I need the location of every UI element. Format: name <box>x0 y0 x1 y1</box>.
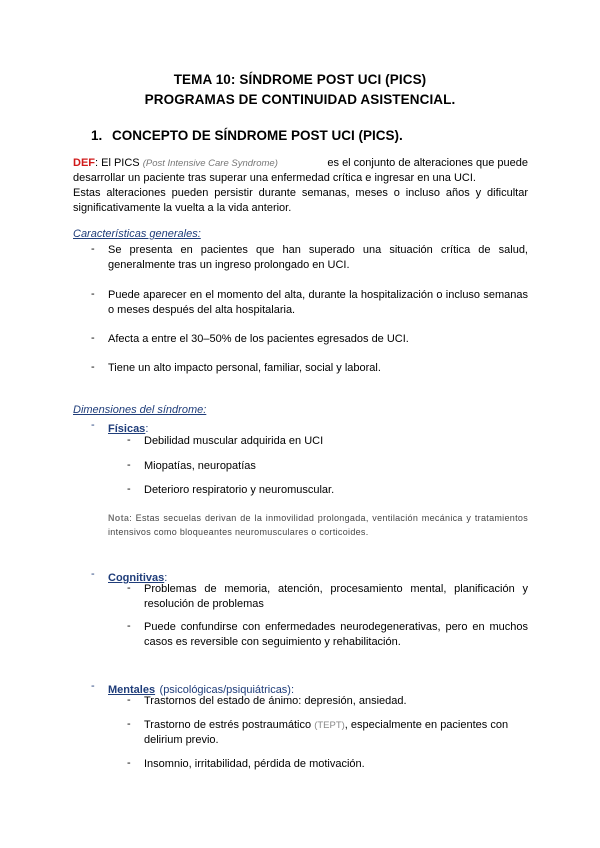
general-item-2: Puede aparecer en el momento del alta, durante la hospitalización o incluso semanas o meses después del alta hospitalaria. <box>108 289 528 316</box>
general-item-4: Tiene un alto impacto personal, familiar, social y laboral. <box>108 362 381 374</box>
note-label: Nota <box>108 513 130 523</box>
note-text: : Estas secuelas derivan de la inmovilidad prolongada, ventilación mecánica y tratamientos intensivos como bloqueantes neuromusculares o corticoides. <box>108 513 528 537</box>
definition-line2: desarrollar un paciente tras superar una enfermedad crítica e ingresar en una UCI. <box>73 172 476 184</box>
definition-line1 <box>73 156 528 171</box>
definition-line3: Estas alteraciones pueden persistir durante semanas, meses o incluso años y dificultar <box>73 187 528 199</box>
bullet-dash: - <box>91 288 95 300</box>
bullet-dash: - <box>127 757 131 769</box>
cognitive-item-1: Problemas de memoria, atención, procesamiento mental, planificación y resolución de problemas <box>144 583 528 610</box>
physical-item-1: Debilidad muscular adquirida en UCI <box>144 435 324 447</box>
cognitive-colon: : <box>164 572 168 584</box>
mental-item-2-line2: delirium previo. <box>144 734 219 746</box>
bullet-dash: - <box>91 243 95 255</box>
physical-label: Físicas <box>108 423 146 435</box>
bullet-dash: - <box>91 361 95 373</box>
bullet-dash: - <box>127 483 131 495</box>
def-rest-line1: es el conjunto de alteraciones que puede <box>327 157 528 169</box>
physical-item-2: Miopatías, neuropatías <box>144 460 256 472</box>
physical-note <box>108 511 528 539</box>
definition-line4: significativamente la vuelta a la vida anterior. <box>73 202 292 214</box>
bullet-dash: - <box>127 620 131 632</box>
section-number: 1. <box>91 128 103 143</box>
bullet-dash: - <box>127 694 131 706</box>
bullet-dash: - <box>91 419 95 431</box>
bullet-dash: - <box>127 718 131 730</box>
general-item-1: Se presenta en pacientes que han superado una situación crítica de salud, generalmente tras un ingreso prolongado en UCI. <box>108 244 528 271</box>
physical-colon: : <box>145 423 149 435</box>
section-heading <box>91 128 403 143</box>
def-colon: : El PICS <box>95 157 140 169</box>
def-label: DEF <box>73 157 95 169</box>
bullet-dash: - <box>91 332 95 344</box>
cognitive-item-2: Puede confundirse con enfermedades neurodegenerativas, pero en muchos casos es reversible con seguimiento y rehabilitación. <box>144 621 528 648</box>
definition-paragraph <box>73 156 528 216</box>
bullet-dash: - <box>127 459 131 471</box>
mental-item-2 <box>144 718 528 748</box>
physical-item-3: Deterioro respiratorio y neuromuscular. <box>144 484 335 496</box>
bullet-dash: - <box>91 568 95 580</box>
bullet-dash: - <box>91 680 95 692</box>
mental-item-1: Trastornos del estado de ánimo: depresión, ansiedad. <box>144 695 407 707</box>
general-item-3: Afecta a entre el 30–50% de los pacientes egresados de UCI. <box>108 333 409 345</box>
bullet-dash: - <box>127 582 131 594</box>
def-english: (Post Intensive Care Syndrome) <box>142 158 278 169</box>
mental-item-2-pre: Trastorno de estrés postraumático <box>144 719 312 731</box>
document-title-line2: PROGRAMAS DE CONTINUIDAD ASISTENCIAL. <box>144 92 456 107</box>
mental-item-2-post: , especialmente en pacientes con <box>344 719 509 731</box>
general-heading: Características generales: <box>73 228 201 240</box>
mental-item-2-abbr: (TEPT) <box>314 720 345 731</box>
bullet-dash: - <box>127 434 131 446</box>
mental-label: Mentales <box>108 684 156 696</box>
cognitive-label: Cognitivas <box>108 572 165 584</box>
document-title-line1: TEMA 10: SÍNDROME POST UCI (PICS) <box>173 72 427 87</box>
mental-item-3: Insomnio, irritabilidad, pérdida de motivación. <box>144 758 365 770</box>
dimensions-heading: Dimensiones del síndrome: <box>73 404 207 416</box>
section-title: CONCEPTO DE SÍNDROME POST UCI (PICS). <box>112 128 403 143</box>
mental-qualifier: (psicológicas/psiquiátricas): <box>159 684 295 696</box>
